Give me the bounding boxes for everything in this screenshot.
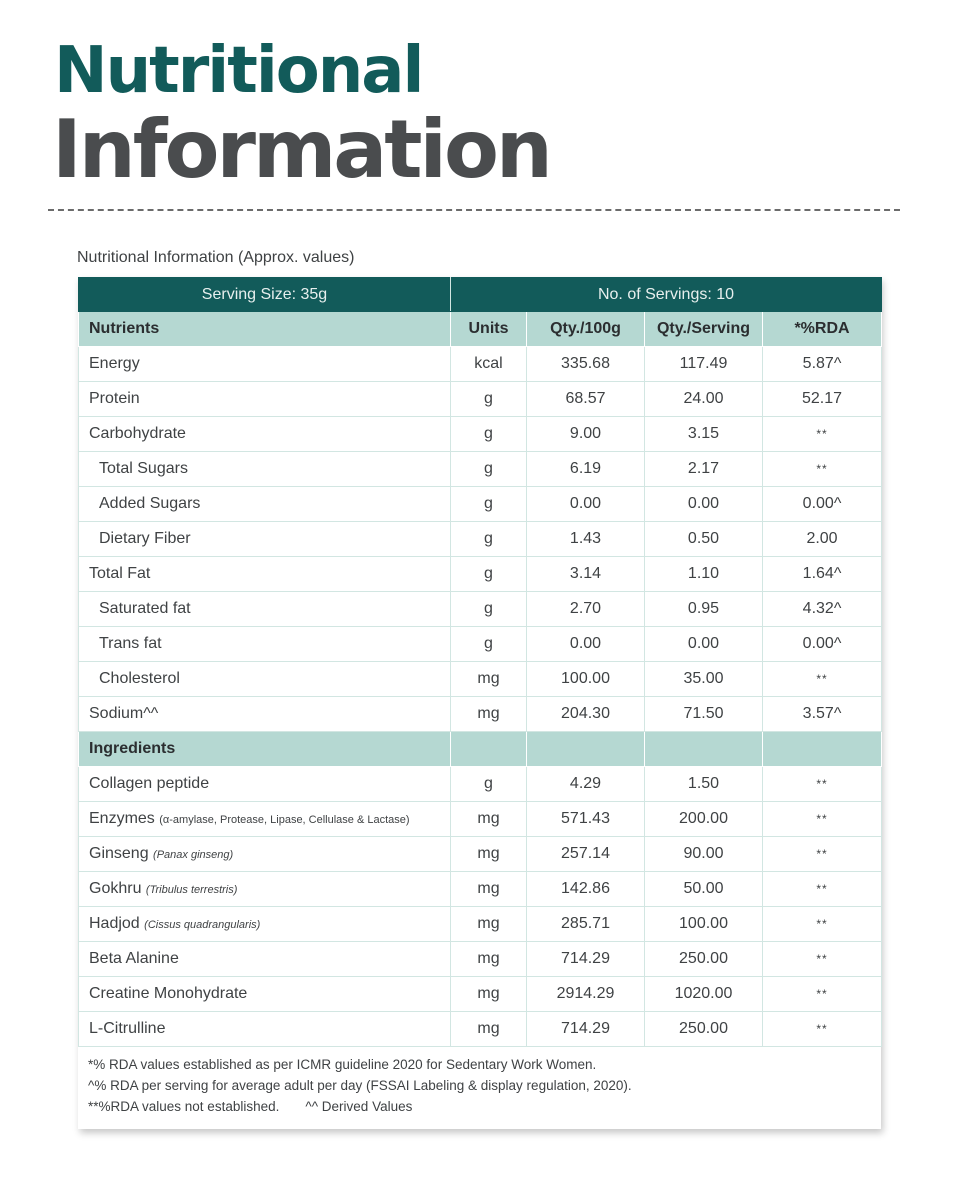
ingredient-name-cell bbox=[79, 767, 451, 802]
ingredient-row bbox=[79, 802, 882, 837]
nutrient-name: Energy bbox=[79, 347, 451, 382]
nutrient-unit: mg bbox=[451, 662, 527, 697]
nutrient-per100g: 0.00 bbox=[527, 487, 645, 522]
nutrient-per100g: 68.57 bbox=[527, 382, 645, 417]
ingredient-per100g: 4.29 bbox=[527, 767, 645, 802]
ingredient-row bbox=[79, 872, 882, 907]
nutrient-per100g: 335.68 bbox=[527, 347, 645, 382]
nutrient-rda: 3.57^ bbox=[763, 697, 882, 732]
ingredient-row bbox=[79, 907, 882, 942]
ingredient-unit: mg bbox=[451, 802, 527, 837]
nutrient-rda: 4.32^ bbox=[763, 592, 882, 627]
nutrient-name: Added Sugars bbox=[79, 487, 451, 522]
ingredient-name-cell bbox=[79, 977, 451, 1012]
nutrient-unit: g bbox=[451, 382, 527, 417]
nutrient-name: Trans fat bbox=[79, 627, 451, 662]
nutrient-row bbox=[79, 697, 882, 732]
footnote-3b: ^^ Derived Values bbox=[305, 1099, 413, 1114]
nutrient-row bbox=[79, 452, 882, 487]
nutrient-unit: g bbox=[451, 417, 527, 452]
ingredient-unit: mg bbox=[451, 907, 527, 942]
ingredients-section bbox=[79, 732, 882, 767]
col-units: Units bbox=[451, 312, 527, 347]
nutrient-per-serving: 2.17 bbox=[645, 452, 763, 487]
ingredient-row bbox=[79, 1012, 882, 1047]
dashed-divider bbox=[48, 209, 900, 211]
ingredient-per-serving: 200.00 bbox=[645, 802, 763, 837]
ingredient-row bbox=[79, 767, 882, 802]
nutrient-unit: kcal bbox=[451, 347, 527, 382]
column-header-row bbox=[79, 312, 882, 347]
nutrient-per100g: 9.00 bbox=[527, 417, 645, 452]
nutrient-rda: ** bbox=[763, 662, 882, 697]
nutrient-unit: g bbox=[451, 487, 527, 522]
ingredients-label: Ingredients bbox=[79, 732, 451, 767]
serving-header-row bbox=[79, 278, 882, 312]
servings-count: No. of Servings: 10 bbox=[451, 278, 882, 312]
ingredient-note: (Tribulus terrestris) bbox=[145, 884, 238, 896]
ingredient-unit: mg bbox=[451, 977, 527, 1012]
ingredient-row bbox=[79, 977, 882, 1012]
nutrition-table-card bbox=[78, 277, 881, 1129]
nutrient-row bbox=[79, 347, 882, 382]
ingredient-unit: mg bbox=[451, 1012, 527, 1047]
ingredient-name-cell bbox=[79, 802, 451, 837]
nutrient-per100g: 6.19 bbox=[527, 452, 645, 487]
ingredient-per-serving: 50.00 bbox=[645, 872, 763, 907]
ingredient-per-serving: 250.00 bbox=[645, 1012, 763, 1047]
nutrient-name: Dietary Fiber bbox=[79, 522, 451, 557]
col-nutrients: Nutrients bbox=[79, 312, 451, 347]
nutrient-per-serving: 0.50 bbox=[645, 522, 763, 557]
nutrient-row bbox=[79, 487, 882, 522]
nutrient-per-serving: 0.95 bbox=[645, 592, 763, 627]
nutrient-row bbox=[79, 662, 882, 697]
ingredient-unit: mg bbox=[451, 837, 527, 872]
ingredient-name: Collagen peptide bbox=[89, 775, 210, 792]
nutrient-rda: 52.17 bbox=[763, 382, 882, 417]
col-per100g: Qty./100g bbox=[527, 312, 645, 347]
nutrient-rda: ** bbox=[763, 452, 882, 487]
ingredient-unit: mg bbox=[451, 872, 527, 907]
ingredient-unit: mg bbox=[451, 942, 527, 977]
nutrient-rda: ** bbox=[763, 417, 882, 452]
ingredient-per-serving: 250.00 bbox=[645, 942, 763, 977]
nutrient-per100g: 204.30 bbox=[527, 697, 645, 732]
nutrient-per-serving: 24.00 bbox=[645, 382, 763, 417]
ingredients-body bbox=[79, 767, 882, 1047]
nutrient-per100g: 1.43 bbox=[527, 522, 645, 557]
ingredient-name-cell bbox=[79, 907, 451, 942]
table-caption: Nutritional Information (Approx. values) bbox=[77, 249, 355, 266]
ingredient-per-serving: 100.00 bbox=[645, 907, 763, 942]
ingredient-name: Creatine Monohydrate bbox=[89, 985, 248, 1002]
ingredient-per100g: 2914.29 bbox=[527, 977, 645, 1012]
serving-size: Serving Size: 35g bbox=[79, 278, 451, 312]
nutrient-per-serving: 0.00 bbox=[645, 627, 763, 662]
title-line-1: Nutritional bbox=[54, 34, 423, 108]
footnote-3 bbox=[88, 1096, 871, 1117]
ingredient-name: L-Citrulline bbox=[89, 1020, 166, 1037]
nutrition-table bbox=[78, 277, 882, 1047]
ingredient-name: Beta Alanine bbox=[89, 950, 179, 967]
ingredient-per-serving: 1.50 bbox=[645, 767, 763, 802]
nutrient-per-serving: 3.15 bbox=[645, 417, 763, 452]
ingredient-per100g: 714.29 bbox=[527, 1012, 645, 1047]
ingredients-header-row bbox=[79, 732, 882, 767]
nutrient-name: Sodium^^ bbox=[79, 697, 451, 732]
ingredient-rda: ** bbox=[763, 907, 882, 942]
nutrient-name: Cholesterol bbox=[79, 662, 451, 697]
nutrient-per100g: 3.14 bbox=[527, 557, 645, 592]
nutrient-name: Saturated fat bbox=[79, 592, 451, 627]
ingredient-name: Ginseng bbox=[89, 845, 149, 862]
ingredient-rda: ** bbox=[763, 977, 882, 1012]
ingredient-unit: g bbox=[451, 767, 527, 802]
nutrient-row bbox=[79, 592, 882, 627]
ingredient-rda: ** bbox=[763, 1012, 882, 1047]
footnote-2: ^% RDA per serving for average adult per day (FSSAI Labeling & display regulation, 2020). bbox=[88, 1078, 632, 1093]
ingredient-per100g: 714.29 bbox=[527, 942, 645, 977]
ingredient-row bbox=[79, 837, 882, 872]
footnote-1: *% RDA values established as per ICMR guideline 2020 for Sedentary Work Women. bbox=[88, 1057, 597, 1072]
nutrient-unit: g bbox=[451, 557, 527, 592]
ingredient-per100g: 285.71 bbox=[527, 907, 645, 942]
ingredient-name: Gokhru bbox=[89, 880, 142, 897]
ingredient-per100g: 257.14 bbox=[527, 837, 645, 872]
ingredient-per100g: 142.86 bbox=[527, 872, 645, 907]
title-line-2: Information bbox=[52, 103, 550, 196]
nutrient-unit: g bbox=[451, 627, 527, 662]
nutrient-unit: g bbox=[451, 452, 527, 487]
nutrient-per100g: 100.00 bbox=[527, 662, 645, 697]
ingredient-name: Enzymes bbox=[89, 810, 155, 827]
nutrient-unit: g bbox=[451, 522, 527, 557]
nutrient-per100g: 0.00 bbox=[527, 627, 645, 662]
nutrient-rda: 5.87^ bbox=[763, 347, 882, 382]
nutrient-rda: 0.00^ bbox=[763, 627, 882, 662]
nutrient-per-serving: 1.10 bbox=[645, 557, 763, 592]
nutrient-row bbox=[79, 557, 882, 592]
ingredient-rda: ** bbox=[763, 942, 882, 977]
ingredient-per-serving: 90.00 bbox=[645, 837, 763, 872]
footnotes bbox=[78, 1047, 881, 1129]
footnote-3a: **%RDA values not established. bbox=[88, 1099, 280, 1114]
nutrient-per100g: 2.70 bbox=[527, 592, 645, 627]
ingredient-row bbox=[79, 942, 882, 977]
nutrient-unit: g bbox=[451, 592, 527, 627]
ingredient-rda: ** bbox=[763, 872, 882, 907]
col-rda: *%RDA bbox=[763, 312, 882, 347]
nutrient-per-serving: 117.49 bbox=[645, 347, 763, 382]
nutrient-row bbox=[79, 522, 882, 557]
nutrient-name: Total Fat bbox=[79, 557, 451, 592]
ingredient-note: (Cissus quadrangularis) bbox=[144, 919, 261, 931]
nutrient-name: Total Sugars bbox=[79, 452, 451, 487]
nutrients-body bbox=[79, 347, 882, 732]
nutrient-name: Protein bbox=[79, 382, 451, 417]
nutrient-per-serving: 71.50 bbox=[645, 697, 763, 732]
ingredient-name-cell bbox=[79, 872, 451, 907]
nutrient-per-serving: 0.00 bbox=[645, 487, 763, 522]
ingredient-name: Hadjod bbox=[89, 915, 140, 932]
ingredient-rda: ** bbox=[763, 767, 882, 802]
nutrient-name: Carbohydrate bbox=[79, 417, 451, 452]
ingredient-note: (Panax ginseng) bbox=[153, 849, 234, 861]
nutrient-row bbox=[79, 627, 882, 662]
nutrient-per-serving: 35.00 bbox=[645, 662, 763, 697]
ingredient-name-cell bbox=[79, 1012, 451, 1047]
nutrient-row bbox=[79, 382, 882, 417]
ingredient-name-cell bbox=[79, 942, 451, 977]
nutrient-row bbox=[79, 417, 882, 452]
ingredient-rda: ** bbox=[763, 837, 882, 872]
col-per-serving: Qty./Serving bbox=[645, 312, 763, 347]
ingredient-rda: ** bbox=[763, 802, 882, 837]
nutrient-rda: 0.00^ bbox=[763, 487, 882, 522]
ingredient-per-serving: 1020.00 bbox=[645, 977, 763, 1012]
ingredient-per100g: 571.43 bbox=[527, 802, 645, 837]
nutrient-rda: 2.00 bbox=[763, 522, 882, 557]
ingredient-name-cell bbox=[79, 837, 451, 872]
ingredient-note: (α-amylase, Protease, Lipase, Cellulase & Lactase) bbox=[159, 814, 410, 826]
nutrient-unit: mg bbox=[451, 697, 527, 732]
nutrient-rda: 1.64^ bbox=[763, 557, 882, 592]
